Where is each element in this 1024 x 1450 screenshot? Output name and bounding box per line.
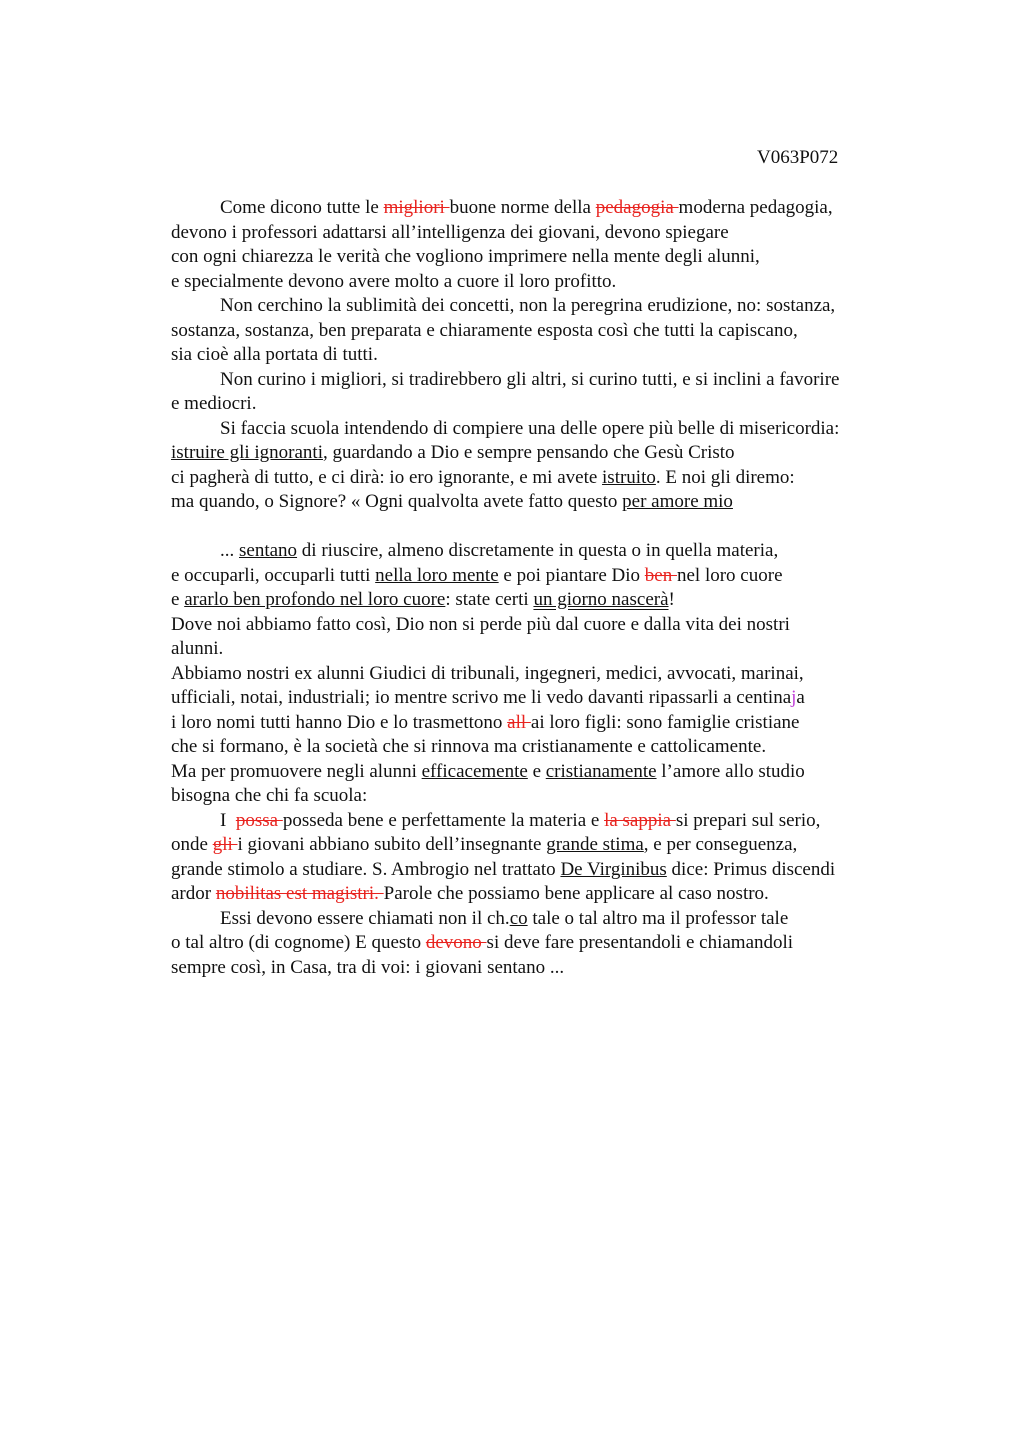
text-run: si deve fare presentandoli e chiamandoli [486, 932, 794, 953]
text-run: e occuparli, occuparli tutti [171, 564, 376, 586]
paragraph-2-line-1: Non cerchino la sublimità dei concetti, non la peregrina erudizione, no: sostanza, [220, 295, 836, 316]
deleted-text: gli [212, 834, 238, 855]
page-identifier: V063P072 [757, 147, 839, 168]
paragraph-6-line-2 [171, 833, 911, 858]
text-run: ardor [171, 883, 216, 904]
text-run: dice: Primus discendi [666, 858, 836, 880]
text-run: i loro nomi tutti hanno Dio e lo trasmettono [171, 711, 508, 733]
text-run: : state certi [445, 589, 534, 610]
text-run: Come dicono tutte le [220, 197, 384, 218]
paragraph-7-line-2 [171, 931, 911, 956]
text-run: a [796, 687, 805, 708]
paragraph-2-line-3: sia cioè alla portata di tutti. [171, 344, 378, 365]
paragraph-5-line-7 [171, 686, 911, 711]
paragraph-4-line-4 [171, 490, 911, 515]
deleted-text: migliori [383, 197, 450, 218]
paragraph-6-line-3 [171, 858, 911, 883]
underlined-text: per amore mio [622, 491, 733, 512]
text-run: ufficiali, notai, industriali; io mentre scrivo me li vedo davanti ripassarli a centina [171, 687, 792, 708]
paragraph-3-line-1: Non curino i migliori, si tradirebbero gli altri, si curino tutti, e si inclini a favorire [220, 368, 840, 390]
paragraph-5-line-4: Dove noi abbiamo fatto così, Dio non si perde più dal cuore e dalla vita dei nostri [171, 613, 790, 635]
text-run: i giovani abbiano subito dell’insegnante [237, 834, 547, 855]
text-run: nel loro cuore [676, 564, 783, 586]
underlined-text: grande stima [546, 834, 644, 855]
deleted-text: pedagogia [595, 197, 679, 218]
text-run: e [171, 589, 185, 610]
text-run: , guardando a Dio e sempre pensando che Gesù Cristo [322, 442, 735, 463]
paragraph-2-line-2: sostanza, sostanza, ben preparata e chiaramente esposta così che tutti la capiscano, [171, 319, 798, 341]
paragraph-3-line-2: e mediocri. [171, 393, 257, 414]
text-run: moderna pedagogia, [678, 197, 833, 218]
text-run: ai loro figli: sono famiglie cristiane [530, 711, 800, 733]
underlined-text: ararlo ben profondo nel loro cuore [184, 589, 446, 610]
underlined-text: cristianamente [545, 760, 657, 782]
paragraph-4-line-2 [171, 441, 911, 466]
text-run: . E noi gli diremo: [655, 466, 795, 488]
document-body [171, 196, 911, 980]
paragraph-4-line-1: Si faccia scuola intendendo di compiere una delle opere più belle di misericordia: [220, 417, 840, 439]
paragraph-5-line-5: alunni. [171, 638, 224, 659]
paragraph-6-line-4 [171, 882, 911, 907]
paragraph-4-line-3 [171, 466, 911, 491]
underlined-text: efficacemente [421, 760, 528, 782]
paragraph-5-line-10 [171, 760, 911, 785]
underlined-text: nella loro mente [375, 564, 499, 586]
paragraph-5-line-11: bisogna che chi fa scuola: [171, 785, 368, 806]
text-run: ... [220, 540, 239, 561]
paragraph-5-line-3 [171, 588, 911, 613]
paragraph-5-line-6: Abbiamo nostri ex alunni Giudici di tribunali, ingegneri, medici, avvocati, marinai, [171, 662, 804, 684]
inserted-character: j [791, 687, 797, 708]
text-run: ! [668, 589, 675, 610]
underlined-text: istruire gli ignoranti [171, 442, 323, 463]
text-run: Ma per promuovere negli alunni [171, 760, 422, 782]
text-run: posseda bene e perfettamente la materia e [282, 809, 605, 831]
text-run: di riuscire, almeno discretamente in questa o in quella materia, [297, 540, 779, 561]
underlined-text: sentano [239, 540, 298, 561]
paragraph-7-line-3: sempre così, in Casa, tra di voi: i giovani sentano ... [171, 956, 565, 978]
deleted-text: devono [425, 932, 487, 953]
deleted-text: all [507, 711, 531, 733]
text-run: ma quando, o Signore? « Ogni qualvolta avete fatto questo [171, 491, 623, 512]
paragraph-7-line-1 [171, 907, 911, 932]
text-run: tale o tal altro ma il professor tale [527, 907, 789, 929]
text-run: ci pagherà di tutto, e ci dirà: io ero ignorante, e mi avete [171, 466, 603, 488]
deleted-text: ben [644, 564, 677, 586]
paragraph-1-line-3: con ogni chiarezza le verità che vogliono imprimere nella mente degli alunni, [171, 246, 760, 267]
underlined-text: istruito [602, 466, 656, 488]
deleted-text: possa [235, 809, 283, 831]
text-run: I [220, 809, 236, 831]
text-run: e [527, 760, 546, 782]
paragraph-1-line-1 [171, 196, 911, 221]
underlined-text: De Virginibus [560, 858, 667, 880]
paragraph-5-line-8 [171, 711, 911, 736]
deleted-text: nobilitas est magistri. [215, 883, 384, 904]
paragraph-5-line-2 [171, 564, 911, 589]
text-run: , e per conseguenza, [643, 834, 798, 855]
blank-line [171, 515, 911, 540]
text-run: onde [171, 834, 213, 855]
paragraph-5-line-1 [171, 539, 911, 564]
text-run: o tal altro (di cognome) E questo [171, 932, 426, 953]
deleted-text: la sappia [604, 809, 676, 831]
text-run: si prepari sul serio, [675, 809, 821, 831]
double-underlined-text: un giorno nascerà [533, 589, 669, 610]
text-run: l’amore allo studio [656, 760, 805, 782]
text-run: buone norme della [449, 197, 596, 218]
paragraph-6-line-1 [171, 809, 911, 834]
paragraph-1-line-4: e specialmente devono avere molto a cuore il loro profitto. [171, 270, 617, 292]
paragraph-5-line-9: che si formano, è la società che si rinnova ma cristianamente e cattolicamente. [171, 736, 767, 757]
paragraph-1-line-2: devono i professori adattarsi all’intelligenza dei giovani, devono spiegare [171, 221, 729, 243]
underlined-text: co [509, 907, 528, 929]
text-run: e poi piantare Dio [498, 564, 645, 586]
text-run: Parole che possiamo bene applicare al caso nostro. [383, 883, 769, 904]
text-run: Essi devono essere chiamati non il ch. [220, 907, 510, 929]
text-run: grande stimolo a studiare. S. Ambrogio nel trattato [171, 858, 561, 880]
